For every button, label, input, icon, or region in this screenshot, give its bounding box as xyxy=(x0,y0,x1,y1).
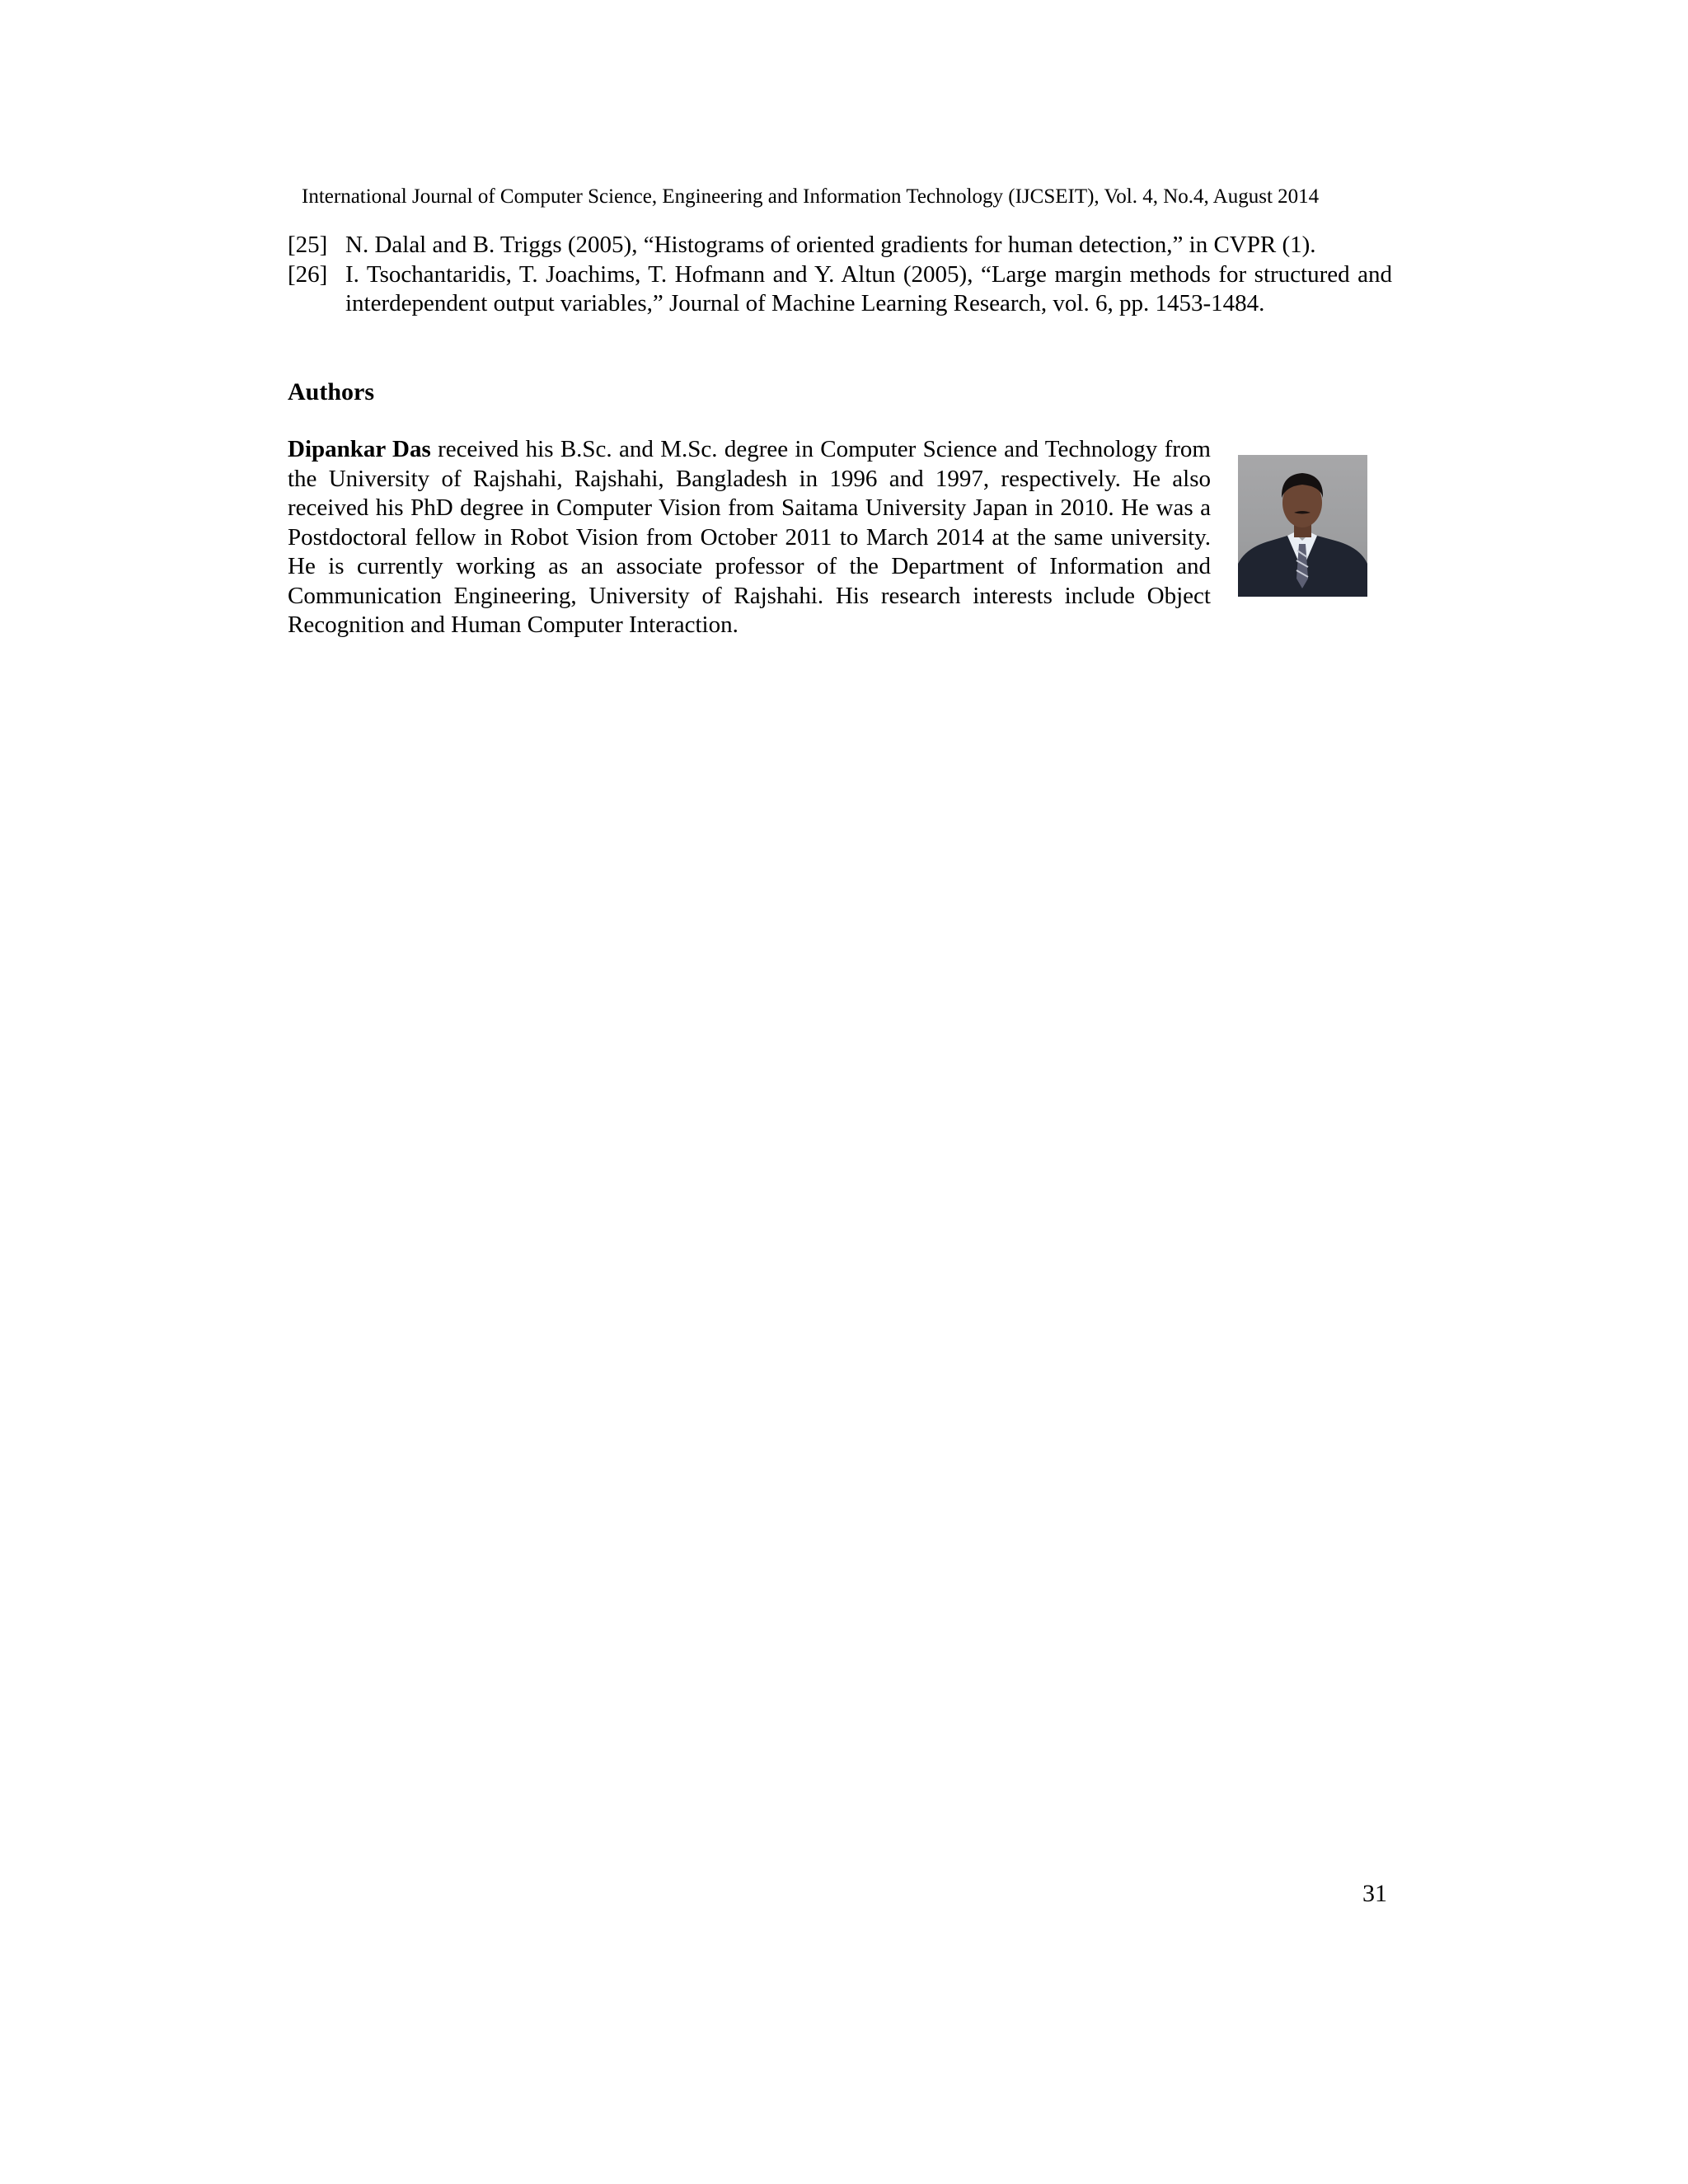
authors-heading: Authors xyxy=(288,378,375,405)
author-portrait-image xyxy=(1238,455,1367,597)
running-header: International Journal of Computer Science, Engineering and Information Technology (IJCSEIT), Vol. 4, No.4, August 2014 xyxy=(302,185,1320,208)
reference-item xyxy=(288,231,1392,260)
reference-list xyxy=(288,231,1392,319)
reference-text: N. Dalal and B. Triggs (2005), “Histograms of oriented gradients for human detection,” in CVPR (1). xyxy=(345,232,1316,258)
reference-number: [25] xyxy=(288,232,328,258)
author-bio-text: received his B.Sc. and M.Sc. degree in Computer Science and Technology from the University of Rajshahi, Rajshahi, Bangladesh in 1996 and 1997, respectively. He also received his PhD degree in Computer Vision from Saitama University Japan in 2010. He was a Postdoctoral fellow in Robot Vision from October 2011 to March 2014 at the same university. He is currently working as an associate professor of the Department of Information and Communication Engineering, University of Rajshahi. His research interests include Object Recognition and Human Computer Interaction. xyxy=(288,436,1211,638)
author-photo xyxy=(1238,455,1367,597)
reference-number: [26] xyxy=(288,260,328,288)
reference-item xyxy=(288,260,1392,319)
page-number: 31 xyxy=(1362,1880,1387,1907)
author-biography xyxy=(288,435,1211,640)
author-name: Dipankar Das xyxy=(288,436,431,462)
reference-text: I. Tsochantaridis, T. Joachims, T. Hofmann and Y. Altun (2005), “Large margin methods for structured and interdependent output variables,” Journal of Machine Learning Research, vol. 6, pp. 1453-1484. xyxy=(345,260,1392,316)
